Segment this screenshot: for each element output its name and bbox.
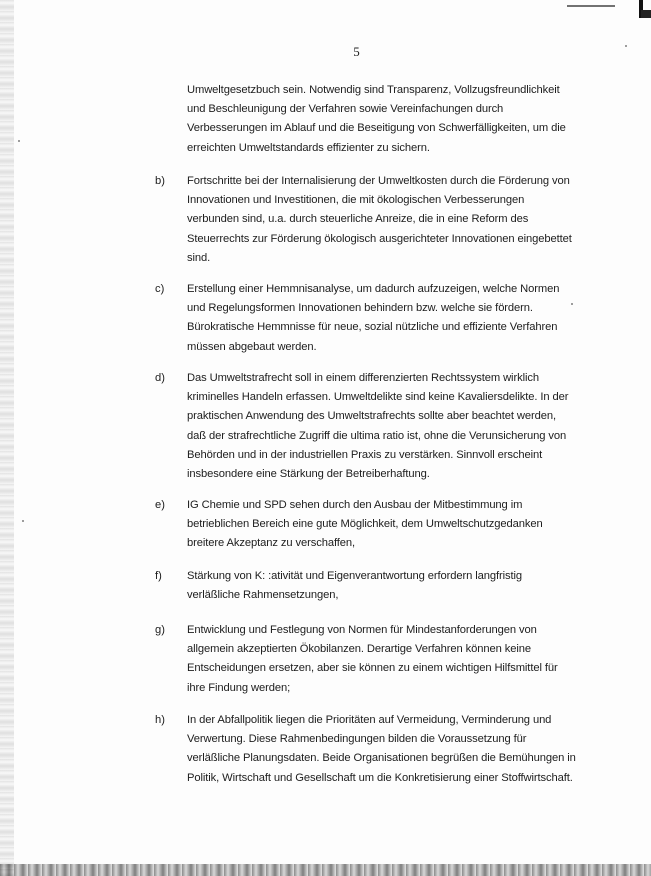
list-item-c	[187, 280, 587, 357]
paragraph-line: verläßliche Planungsdaten. Beide Organisationen begrüßen die Bemühungen in	[187, 752, 576, 765]
list-marker-d: d)	[155, 372, 165, 384]
paragraph-line: betrieblichen Bereich eine gute Möglichkeit, dem Umweltschutzgedanken	[187, 518, 543, 531]
paragraph-line: Das Umweltstrafrecht soll in einem differenzierten Rechtssystem wirklich	[187, 372, 539, 384]
paragraph-line: müssen abgebaut werden.	[187, 340, 317, 353]
scan-speck	[22, 520, 24, 522]
paragraph-line: Innovationen und Investitionen, die mit ökologischen Verbesserungen	[187, 194, 525, 207]
paragraph-line: IG Chemie und SPD sehen durch den Ausbau der Mitbestimmung im	[187, 499, 523, 511]
paragraph-line: Steuerrechts zur Förderung ökologisch ausgerichteter Innovationen eingebettet	[187, 232, 572, 245]
paragraph-line: und Regelungsformen Innovationen behindern bzw. welche sie fördern.	[187, 302, 533, 315]
list-item-h	[187, 711, 587, 788]
list-item-e	[187, 496, 587, 554]
page-number: 5	[353, 44, 360, 59]
paragraph-line: verbunden sind, u.a. durch steuerliche Anreize, die in eine Reform des	[187, 213, 529, 226]
intro-paragraph	[187, 81, 587, 158]
paragraph-line: Verbesserungen im Ablauf und die Beseitigung von Schwerfälligkeiten, um die	[187, 122, 566, 135]
scan-corner-mark	[619, 0, 651, 18]
paragraph-line: kriminelles Handeln erfassen. Umweltdelikte sind keine Kavaliersdelikte. In der	[187, 391, 569, 404]
paragraph-line: und Beschleunigung der Verfahren sowie Vereinfachungen durch	[187, 103, 504, 116]
paragraph-line: Politik, Wirtschaft und Gesellschaft um die Konkretisierung einer Stoffwirtschaft.	[187, 771, 573, 784]
scan-edge-bottom	[0, 864, 651, 876]
paragraph-line: Entscheidungen ersetzen, aber sie können zu einem wichtigen Hilfsmittel für	[187, 662, 558, 675]
paragraph-line: sind.	[187, 251, 211, 264]
list-marker-g: g)	[155, 624, 165, 636]
list-marker-e: e)	[155, 499, 165, 511]
scan-speck	[18, 140, 20, 142]
paragraph-line: allgemein akzeptierten Ökobilanzen. Derartige Verfahren können keine	[187, 643, 531, 656]
paragraph-line: Entwicklung und Festlegung von Normen für Mindestanforderungen von	[187, 624, 537, 636]
paragraph-line: Fortschritte bei der Internalisierung der Umweltkosten durch die Förderung von	[187, 175, 570, 187]
list-marker-f: f)	[155, 570, 162, 582]
paragraph-line: Behörden und in der industriellen Praxis zu verstärken. Sinnvoll erscheint	[187, 448, 543, 461]
paragraph-line: breitere Akzeptanz zu verschaffen,	[187, 537, 356, 550]
paragraph-line: Stärkung von K: :ativität und Eigenverantwortung erfordern langfristig	[187, 570, 523, 582]
scan-mark-top	[567, 5, 615, 7]
list-item-b	[187, 172, 587, 268]
paragraph-line: In der Abfallpolitik liegen die Prioritäten auf Vermeidung, Verminderung und	[187, 714, 552, 726]
list-marker-h: h)	[155, 714, 165, 726]
paragraph-line: Bürokratische Hemmnisse für neue, sozial nützliche und effiziente Verfahren	[187, 321, 558, 334]
paragraph-line: Umweltgesetzbuch sein. Notwendig sind Transparenz, Vollzugsfreundlichkeit	[187, 84, 560, 96]
list-marker-b: b)	[155, 175, 165, 187]
paragraph-line: praktischen Anwendung des Umweltstrafrechts sollte aber beachtet werden,	[187, 410, 557, 423]
list-item-g	[187, 621, 587, 698]
paragraph-line: Erstellung einer Hemmnisanalyse, um dadurch aufzuzeigen, welche Normen	[187, 283, 560, 295]
list-item-f	[187, 567, 587, 605]
paragraph-line: erreichten Umweltstandards effizienter zu sichern.	[187, 141, 430, 154]
paragraph-line: daß der strafrechtliche Zugriff die ultima ratio ist, ohne die Verunsicherung von	[187, 429, 567, 442]
paragraph-line: ihre Findung werden;	[187, 681, 291, 694]
list-marker-c: c)	[155, 283, 165, 295]
paragraph-line: Verwertung. Diese Rahmenbedingungen bilden die Voraussetzung für	[187, 733, 527, 746]
scan-edge-left	[0, 0, 14, 876]
list-item-d	[187, 369, 587, 484]
paragraph-line: verläßliche Rahmensetzungen,	[187, 589, 339, 602]
paragraph-line: insbesondere eine Stärkung der Betreiberhaftung.	[187, 468, 430, 481]
